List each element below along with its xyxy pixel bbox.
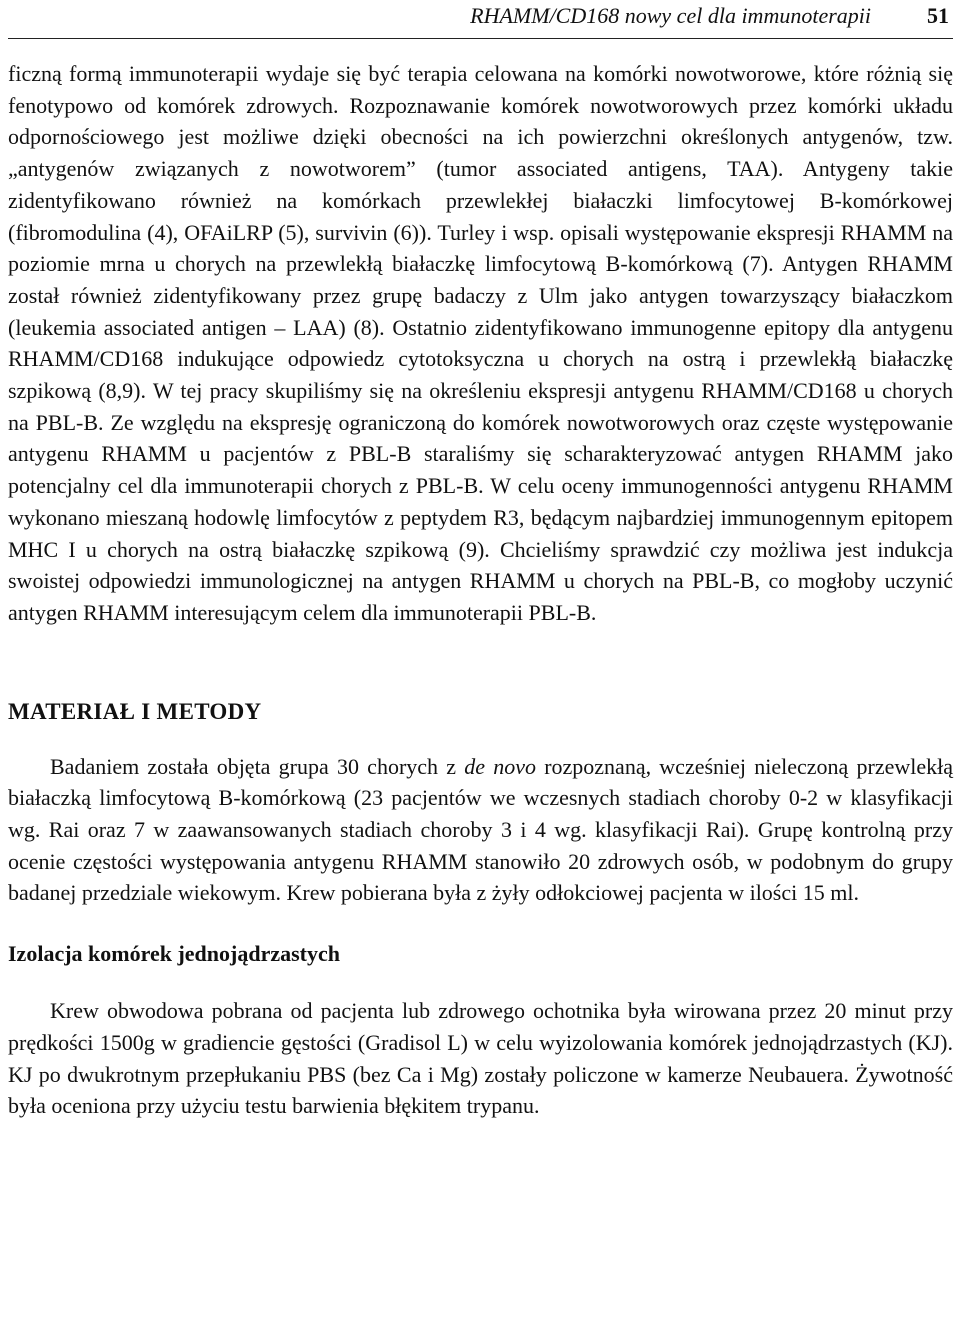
page-number: 51 — [927, 3, 949, 28]
methods-text-part-2: rozpoznaną, wcześniej nieleczoną przewlekłą białaczką limfocytową B-komórkową (23 pacjentów we wczesnych stadiach choroby 0-2 w klasyfikacji wg. Rai oraz 7 w zaawansowanych stadiach choroby 3 i 4 wg. klasyfikacji Rai). Grupę kontrolną przy ocenie częstości występowania antygenu RHAMM stanowiło 20 zdrowych osób, w podobnym do grupy badanej przedziale wiekowym. Krew pobierana była z żyły odłokciowej pacjenta w ilości 15 ml. — [8, 753, 953, 906]
methods-italic-term: de novo — [464, 753, 536, 779]
document-page — [8, 0, 953, 1122]
isolation-paragraph: Krew obwodowa pobrana od pacjenta lub zdrowego ochotnika była wirowana przez 20 minut przy prędkości 1500g w gradiencie gęstości (Gradisol L) w celu wyizolowania komórek jednojądrzastych (KJ). KJ po dwukrotnym przepłukaniu PBS (bez Ca i Mg) zostały policzone w kamerze Neubauera. Żywotność była oceniona przy użyciu testu barwienia błękitem trypanu. — [8, 998, 953, 1119]
intro-paragraph: ficzną formą immunoterapii wydaje się być terapia celowana na komórki nowotworowe, które różnią się fenotypowo od komórek zdrowych. Rozpoznawanie komórek nowotworowych przez komórki układu odpornościowego jest możliwe dzięki obecności na ich powierzchni określonych antygenów, tzw. „antygenów związanych z nowotworem” (tumor associated antigens, TAA). Antygeny takie zidentyfikowano również na komórkach przewlekłej białaczki limfocytowej B-komórkowej (fibromodulina (4), OFAiLRP (5), survivin (6)). Turley i wsp. opisali występowanie ekspresji RHAMM na poziomie mrna u chorych na przewlekłą białaczkę limfocytową B-komórkową (7). Antygen RHAMM został również zidentyfikowany przez grupę badaczy z Ulm jako antygen towarzyszący białaczkom (leukemia associated antigen – LAA) (8). Ostatnio zidentyfikowano immunogenne epitopy dla antygenu RHAMM/CD168 indukujące odpowiedz cytotoksyczna u chorych na ostrą i przewlekłą białaczkę szpikową (8,9). W tej pracy skupiliśmy się na określeniu ekspresji antygenu RHAMM/CD168 u chorych na PBL-B. Ze względu na ekspresję ograniczoną do komórek nowotworowych oraz częste występowanie antygenu RHAMM u pacjentów z PBL-B staraliśmy się scharakteryzować antygen RHAMM jako potencjalny cel dla immunoterapii chorych z PBL-B. W celu oceny immunogenności antygenu RHAMM wykonano mieszaną hodowlę limfocytów z peptydem R3, będącym najbardziej immunogennym epitopem MHC I u chorych na ostrą białaczkę szpikową (9). Chcieliśmy sprawdzić czy możliwa jest indukcja swoistej odpowiedzi immunologicznej na antygen RHAMM u chorych na PBL-B, co mogłoby uczynić antygen RHAMM interesującym celem dla immunoterapii PBL-B. — [8, 61, 953, 625]
methods-text-part-1: Badaniem została objęta grupa 30 chorych z — [50, 753, 465, 779]
running-header — [8, 0, 953, 39]
running-title: RHAMM/CD168 nowy cel dla immunoterapii — [470, 3, 871, 28]
subsection-heading-isolation: Izolacja komórek jednojądrzastych — [8, 941, 340, 967]
section-heading-methods: MATERIAŁ I METODY — [8, 698, 262, 724]
methods-paragraph — [8, 751, 953, 910]
